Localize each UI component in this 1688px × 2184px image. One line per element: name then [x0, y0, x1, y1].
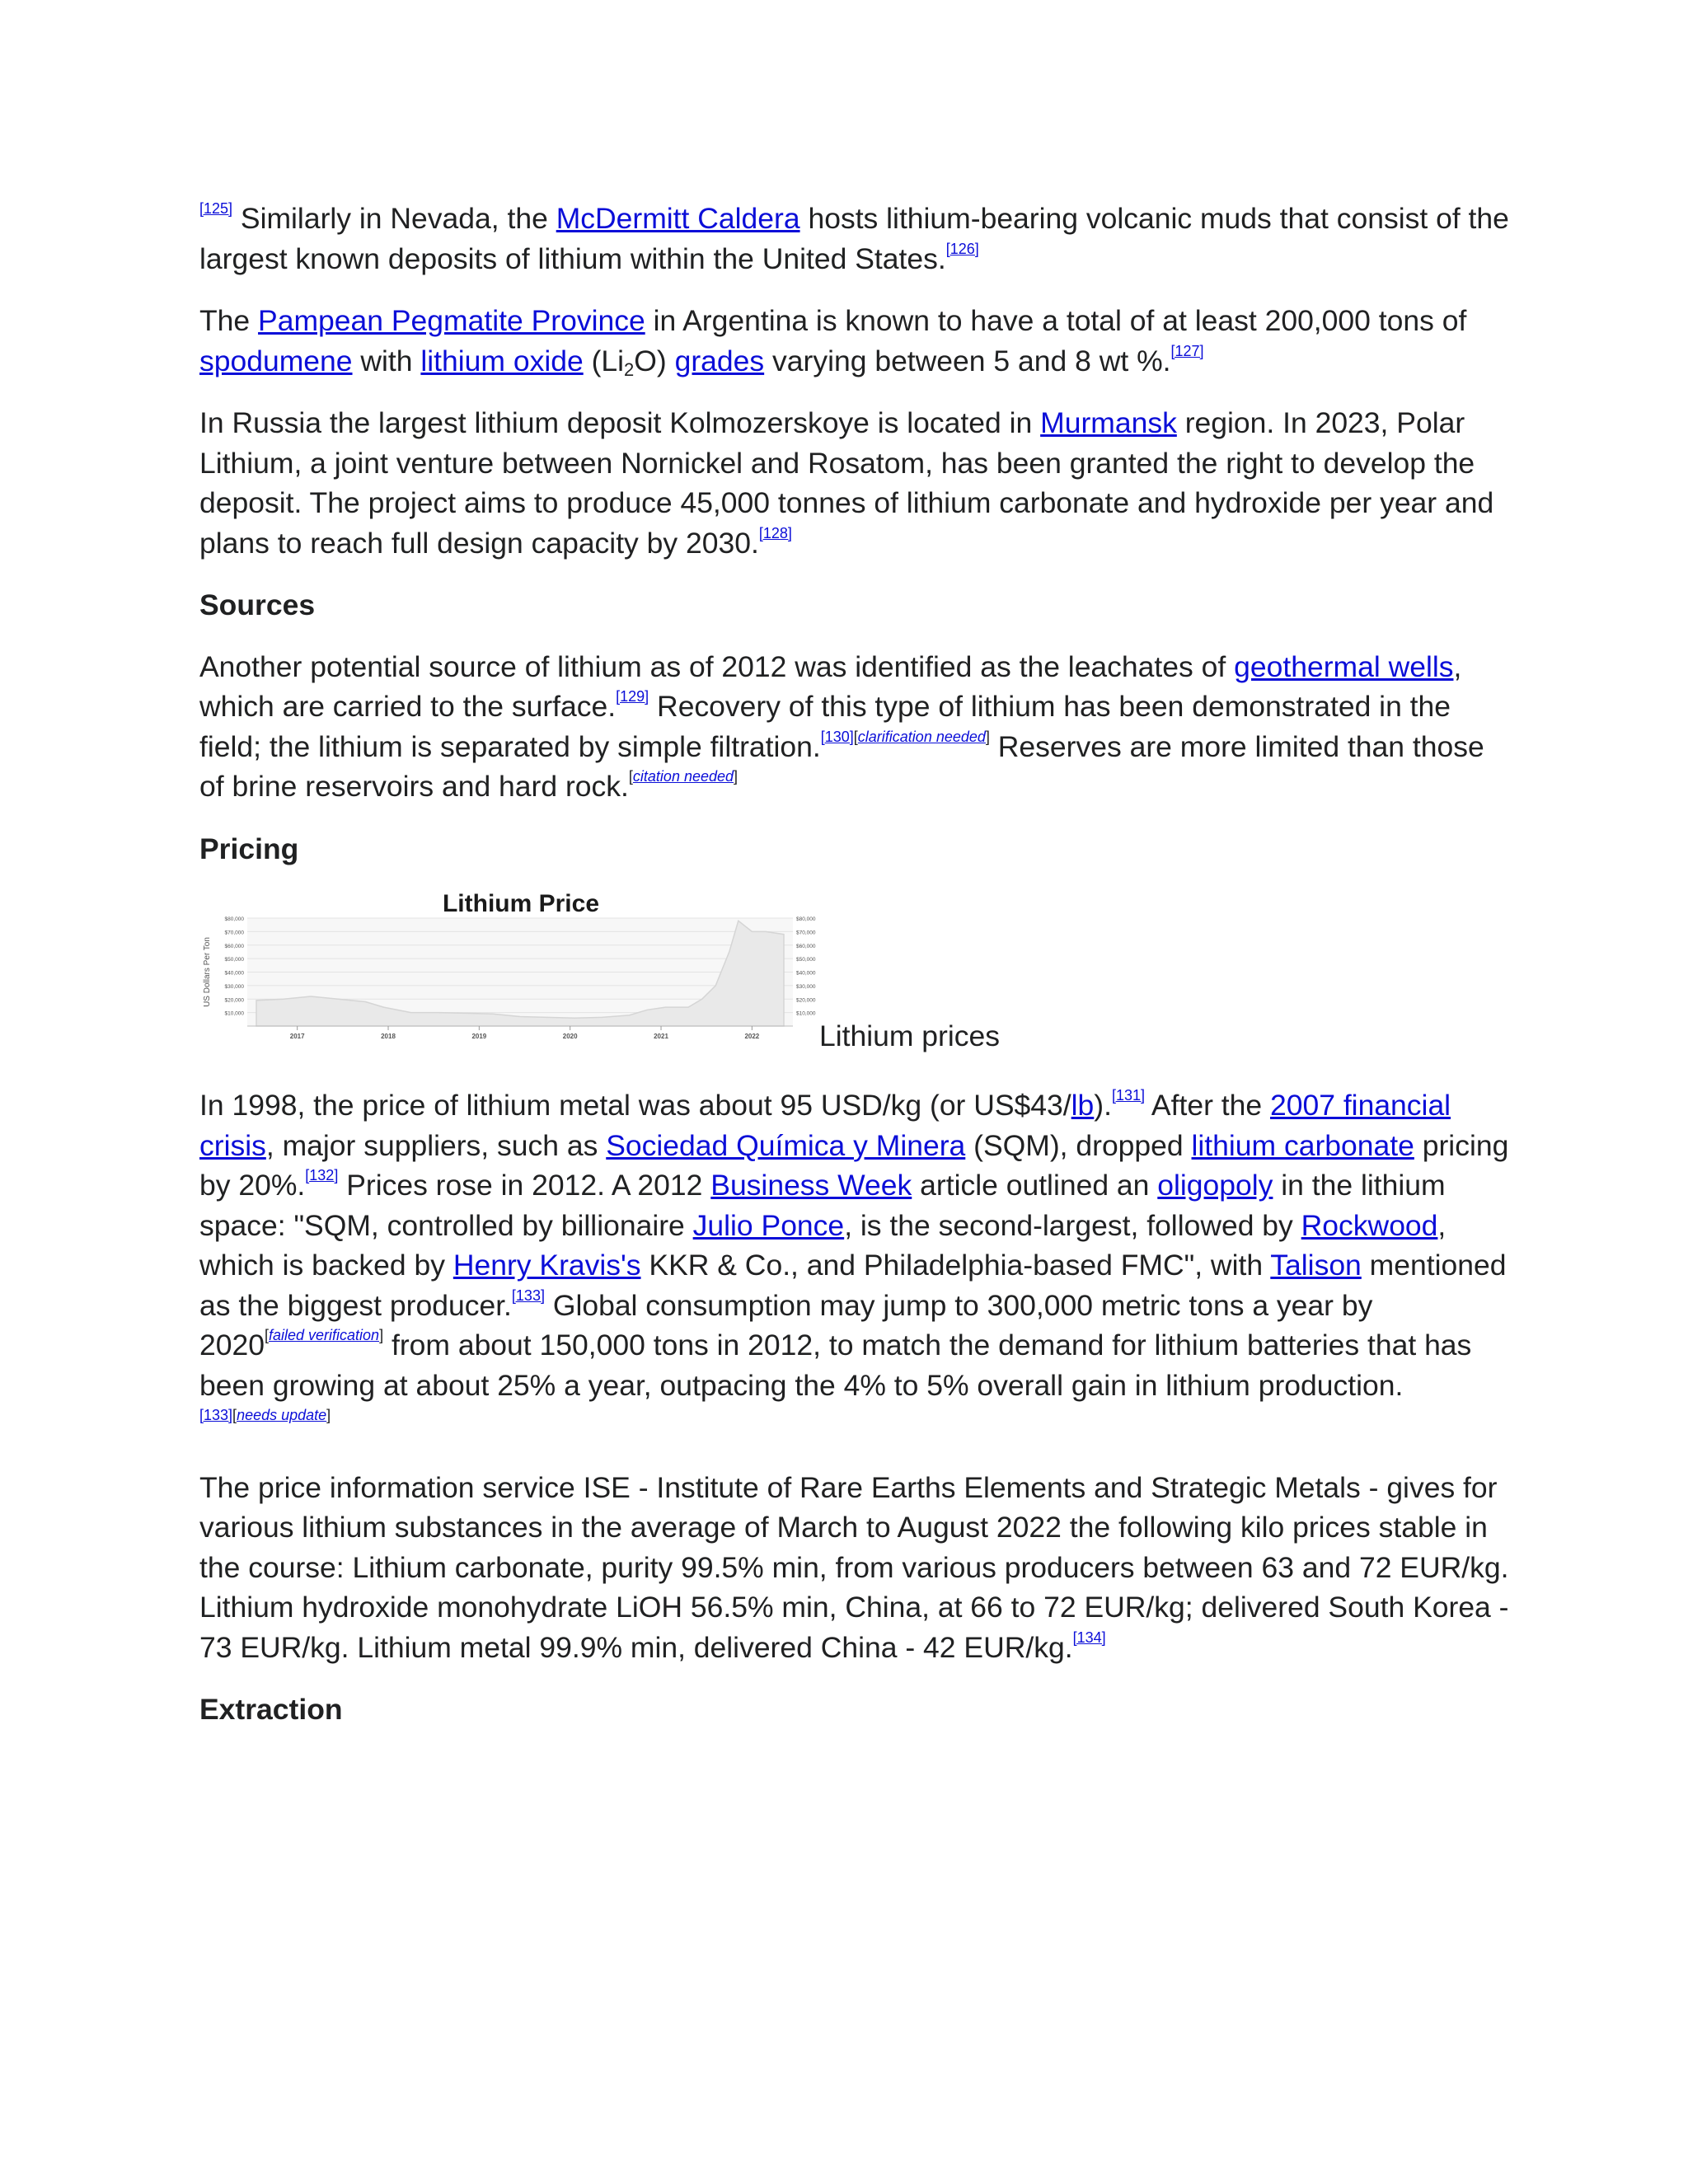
y-tick-label-left: $20,000	[224, 997, 244, 1004]
citation-ref	[512, 1287, 545, 1304]
link-henry-kravis[interactable]: Henry Kravis's	[452, 1249, 641, 1282]
citation-ref	[1073, 1629, 1106, 1646]
bracket: ]	[326, 1407, 331, 1423]
text: Prices rose in 2012. A 2012	[338, 1169, 711, 1202]
heading-sources: Sources	[199, 588, 316, 621]
y-tick-label-right: $50,000	[796, 957, 816, 963]
link-sqm[interactable]: Sociedad Química y Minera	[606, 1128, 966, 1162]
citation-link-133[interactable]: [133]	[511, 1286, 545, 1304]
y-tick-label-right: $60,000	[796, 943, 816, 949]
text: In 1998, the price of lithium metal was about 95 USD/kg (or US$43/	[199, 1089, 1071, 1122]
link-business-week[interactable]: Business Week	[710, 1169, 912, 1202]
lithium-price-chart[interactable]	[199, 890, 822, 1055]
bracket: ]	[379, 1327, 384, 1343]
text: in the lithium space: "SQM, controlled by billionaire	[199, 1169, 1446, 1242]
text: (SQM), dropped	[965, 1128, 1192, 1162]
text: Reserves are more limited than those of brine reservoirs and hard rock.	[199, 729, 1484, 803]
citation-ref	[616, 688, 649, 705]
citation-link-127[interactable]: [127]	[1170, 342, 1204, 359]
citation-ref	[821, 729, 990, 745]
citation-link-125[interactable]: [125]	[199, 200, 233, 217]
failed-verification-link[interactable]: failed verification	[269, 1327, 380, 1343]
text: The price information service ISE - Institute of Rare Earths Elements and Strategic Metals - gives for various lithium substances in the average of March to August 2022 the following kilo prices stable in the course: Lithium carbonate, purity 99.5% min, from various producers between 63 and 72 EUR/kg. Lithium hydroxide monohydrate LiOH 56.5% min, China, at 66 to 72 EUR/kg; delivered South Korea - 73 EUR/kg. Lithium metal 99.9% min, delivered China - 42 EUR/kg.	[199, 1470, 1509, 1664]
paragraph-argentina	[199, 301, 1510, 381]
citation-ref	[946, 241, 979, 257]
citation-link-131[interactable]: [131]	[1111, 1087, 1146, 1104]
citation-needed-link[interactable]: citation needed	[632, 768, 734, 785]
x-tick-label: 2020	[562, 1033, 578, 1040]
citation-link-132[interactable]: [132]	[305, 1167, 339, 1183]
y-tick-label-left: $60,000	[224, 943, 244, 949]
text: ).	[1094, 1089, 1112, 1122]
text: in Argentina is known to have a total of at least 200,000 tons of	[645, 304, 1467, 337]
citation-link-130[interactable]: [130]	[820, 728, 854, 745]
citation-link-134[interactable]: [134]	[1072, 1629, 1106, 1646]
citation-ref	[629, 768, 738, 785]
y-tick-label-left: $80,000	[224, 916, 244, 922]
y-tick-label-right: $30,000	[796, 983, 816, 990]
citation-link-126[interactable]: [126]	[945, 240, 979, 257]
text: O)	[634, 344, 675, 377]
link-julio-ponce[interactable]: Julio Ponce	[692, 1208, 845, 1242]
text: region. In 2023, Polar Lithium, a joint venture between Nornickel and Rosatom, has been granted the right to develop the deposit. The project aims to produce 45,000 tonnes of lithium carbonate and hydroxide per year and plans to reach full design capacity by 2030.	[199, 406, 1494, 560]
citation-ref	[265, 1327, 383, 1343]
y-tick-label-left: $10,000	[224, 1010, 244, 1017]
text: Similarly in Nevada, the	[232, 202, 556, 235]
paragraph-russia	[199, 403, 1510, 563]
text: In Russia the largest lithium deposit Kolmozerskoye is located in	[199, 406, 1041, 439]
paragraph-pricing	[199, 1085, 1510, 1446]
y-tick-label-right: $40,000	[796, 970, 816, 977]
bracket: [	[853, 728, 858, 745]
y-tick-label-right: $10,000	[796, 1010, 816, 1017]
text: with	[352, 344, 421, 377]
y-tick-label-left: $70,000	[224, 930, 244, 936]
text: Another potential source of lithium as of 2012 was identified as the leachates of	[199, 649, 1235, 683]
y-axis-label: US Dollars Per Ton	[203, 937, 212, 1007]
bracket: ]	[734, 768, 738, 785]
text: Recovery of this type of lithium has been demonstrated in the field; the lithium is separated by simple filtration.	[199, 690, 1451, 763]
paragraph-ise-prices	[199, 1468, 1510, 1668]
citation-link-128[interactable]: [128]	[758, 524, 792, 541]
figure-caption: Lithium prices	[819, 1019, 1000, 1052]
citation-link-133b[interactable]: [133]	[199, 1407, 233, 1423]
y-tick-label-right: $70,000	[796, 930, 816, 936]
bracket: [	[628, 768, 633, 785]
needs-update-link[interactable]: needs update	[237, 1407, 327, 1423]
bracket: [	[232, 1407, 237, 1423]
paragraph-sources	[199, 647, 1510, 807]
link-rockwood[interactable]: Rockwood	[1301, 1208, 1438, 1242]
link-lithium-carbonate[interactable]: lithium carbonate	[1191, 1128, 1414, 1162]
article-body	[199, 199, 1510, 1751]
link-pampean-pegmatite-province[interactable]: Pampean Pegmatite Province	[258, 304, 645, 337]
subscript: 2	[624, 359, 635, 380]
link-oligopoly[interactable]: oligopoly	[1157, 1169, 1273, 1202]
text: (Li	[583, 344, 625, 377]
link-lithium-oxide[interactable]: lithium oxide	[420, 344, 584, 377]
bracket: [	[264, 1327, 269, 1343]
bracket: ]	[985, 728, 990, 745]
chart-title: Lithium Price	[442, 890, 600, 917]
text: , which are carried to the surface.	[199, 649, 1462, 723]
text: , is the second-largest, followed by	[844, 1208, 1301, 1242]
citation-link-129[interactable]: [129]	[616, 688, 649, 705]
text: varying between 5 and 8 wt %.	[764, 344, 1171, 377]
link-lb[interactable]: lb	[1071, 1089, 1095, 1122]
price-figure	[199, 890, 1510, 1063]
text: from about 150,000 tons in 2012, to match the demand for lithium batteries that has been growing at about 25% a year, outpacing the 4% to 5% overall gain in lithium production.	[199, 1329, 1472, 1402]
x-tick-label: 2017	[289, 1033, 305, 1040]
text: hosts lithium-bearing volcanic muds that consist of the largest known deposits of lithium within the United States.	[199, 202, 1509, 275]
paragraph-nevada	[199, 199, 1510, 279]
text: The	[199, 304, 259, 337]
text: , major suppliers, such as	[265, 1128, 607, 1162]
text: Global consumption may jump to 300,000 metric tons a year by 2020	[199, 1288, 1373, 1361]
citation-ref	[1112, 1087, 1145, 1104]
text: KKR & Co., and Philadelphia-based FMC", with	[640, 1249, 1271, 1282]
text: , which is backed by	[199, 1208, 1447, 1282]
link-mcdermitt-caldera[interactable]: McDermitt Caldera	[556, 202, 800, 235]
link-geothermal-wells[interactable]: geothermal wells	[1234, 649, 1454, 683]
link-grades[interactable]: grades	[674, 344, 765, 377]
citation-ref	[1171, 343, 1204, 359]
x-tick-label: 2019	[471, 1033, 487, 1040]
y-tick-label-right: $20,000	[796, 997, 816, 1004]
x-tick-label: 2021	[654, 1033, 668, 1040]
heading-extraction: Extraction	[199, 1693, 343, 1726]
text: article outlined an	[912, 1169, 1158, 1202]
x-tick-label: 2022	[744, 1033, 760, 1040]
text: After the	[1145, 1089, 1270, 1122]
text: mentioned as the biggest producer.	[199, 1249, 1507, 1322]
y-tick-label-left: $30,000	[224, 983, 244, 990]
y-tick-label-right: $80,000	[796, 916, 816, 922]
link-2007-financial-crisis[interactable]: 2007 financial crisis	[199, 1089, 1451, 1162]
citation-ref	[199, 200, 232, 217]
citation-ref	[199, 1407, 331, 1423]
y-tick-label-left: $50,000	[224, 957, 244, 963]
link-spodumene[interactable]: spodumene	[199, 344, 353, 377]
text: pricing by 20%.	[199, 1128, 1509, 1202]
x-tick-label: 2018	[381, 1033, 396, 1040]
citation-ref	[759, 525, 792, 541]
link-murmansk[interactable]: Murmansk	[1040, 406, 1177, 439]
clarification-needed-link[interactable]: clarification needed	[857, 728, 986, 745]
heading-pricing: Pricing	[199, 832, 299, 865]
link-talison[interactable]: Talison	[1270, 1249, 1362, 1282]
y-tick-label-left: $40,000	[224, 970, 244, 977]
citation-ref	[305, 1167, 338, 1183]
